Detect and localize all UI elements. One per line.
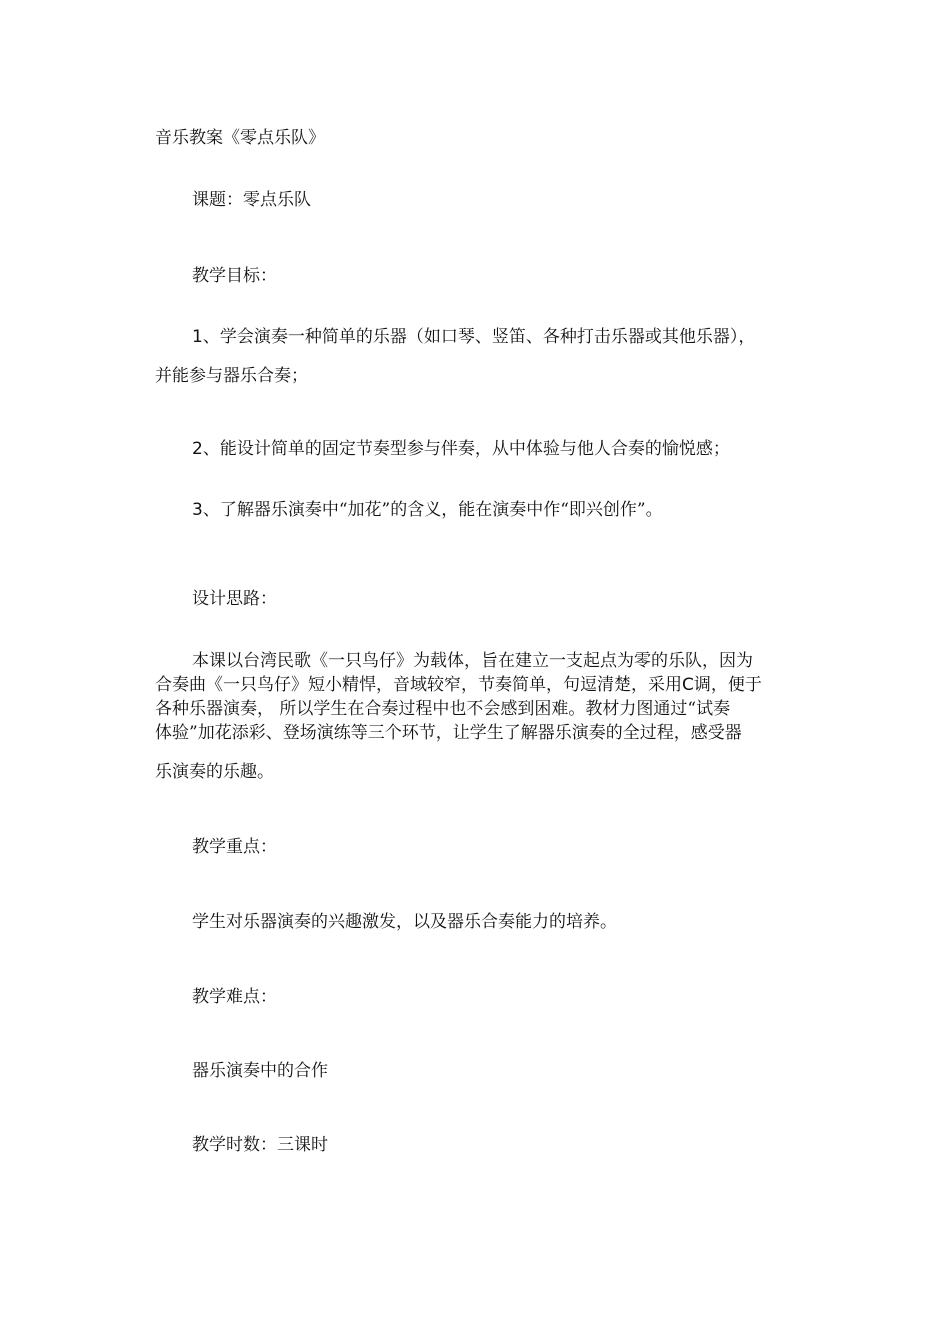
difficulty-heading: 教学难点： bbox=[192, 987, 277, 1007]
key-points-heading: 教学重点： bbox=[192, 837, 277, 857]
difficulty-text: 器乐演奏中的合作 bbox=[192, 1061, 328, 1081]
goal-3-number: 3 bbox=[192, 500, 203, 520]
document-title: 音乐教案《零点乐队》 bbox=[155, 128, 325, 148]
goal-1-line-1 bbox=[192, 325, 755, 349]
goal-2-number: 2 bbox=[192, 439, 203, 459]
goal-2 bbox=[192, 437, 730, 461]
design-key-c: C bbox=[682, 675, 694, 695]
design-line-2 bbox=[155, 673, 762, 697]
goal-1-text: 、学会演奏一种简单的乐器（如口琴、竖笛、各种打击乐器或其他乐器）， bbox=[202, 327, 756, 347]
design-line-1: 本课以台湾民歌《一只鸟仔》为载体，旨在建立一支起点为零的乐队，因为 bbox=[192, 651, 753, 671]
teaching-hours: 教学时数：三课时 bbox=[192, 1135, 328, 1155]
goal-1-line-2: 并能参与器乐合奏； bbox=[155, 366, 308, 386]
topic-line: 课题：零点乐队 bbox=[192, 190, 311, 210]
design-heading: 设计思路： bbox=[192, 589, 277, 609]
design-line-4: 体验”加花添彩、登场演练等三个环节，让学生了解器乐演奏的全过程，感受器 bbox=[155, 723, 742, 743]
design-line-2-tail: 调，便于 bbox=[693, 675, 762, 695]
design-line-5: 乐演奏的乐趣。 bbox=[155, 762, 274, 782]
key-points-text: 学生对乐器演奏的兴趣激发，以及器乐合奏能力的培养。 bbox=[192, 912, 617, 932]
design-line-2-text: 合奏曲《一只鸟仔》短小精悍，音域较窄，节奏简单，句逗清楚，采用 bbox=[155, 675, 682, 695]
design-line-3: 各种乐器演奏， 所以学生在合奏过程中也不会感到困难。教材力图通过“试奏 bbox=[155, 699, 731, 719]
goal-3 bbox=[192, 498, 663, 522]
goal-2-text: 、能设计简单的固定节奏型参与伴奏，从中体验与他人合奏的愉悦感； bbox=[202, 439, 730, 459]
goal-1-number: 1 bbox=[192, 327, 203, 347]
goal-3-text: 、了解器乐演奏中“加花”的含义，能在演奏中作“即兴创作”。 bbox=[202, 500, 663, 520]
goals-heading: 教学目标： bbox=[192, 266, 277, 286]
